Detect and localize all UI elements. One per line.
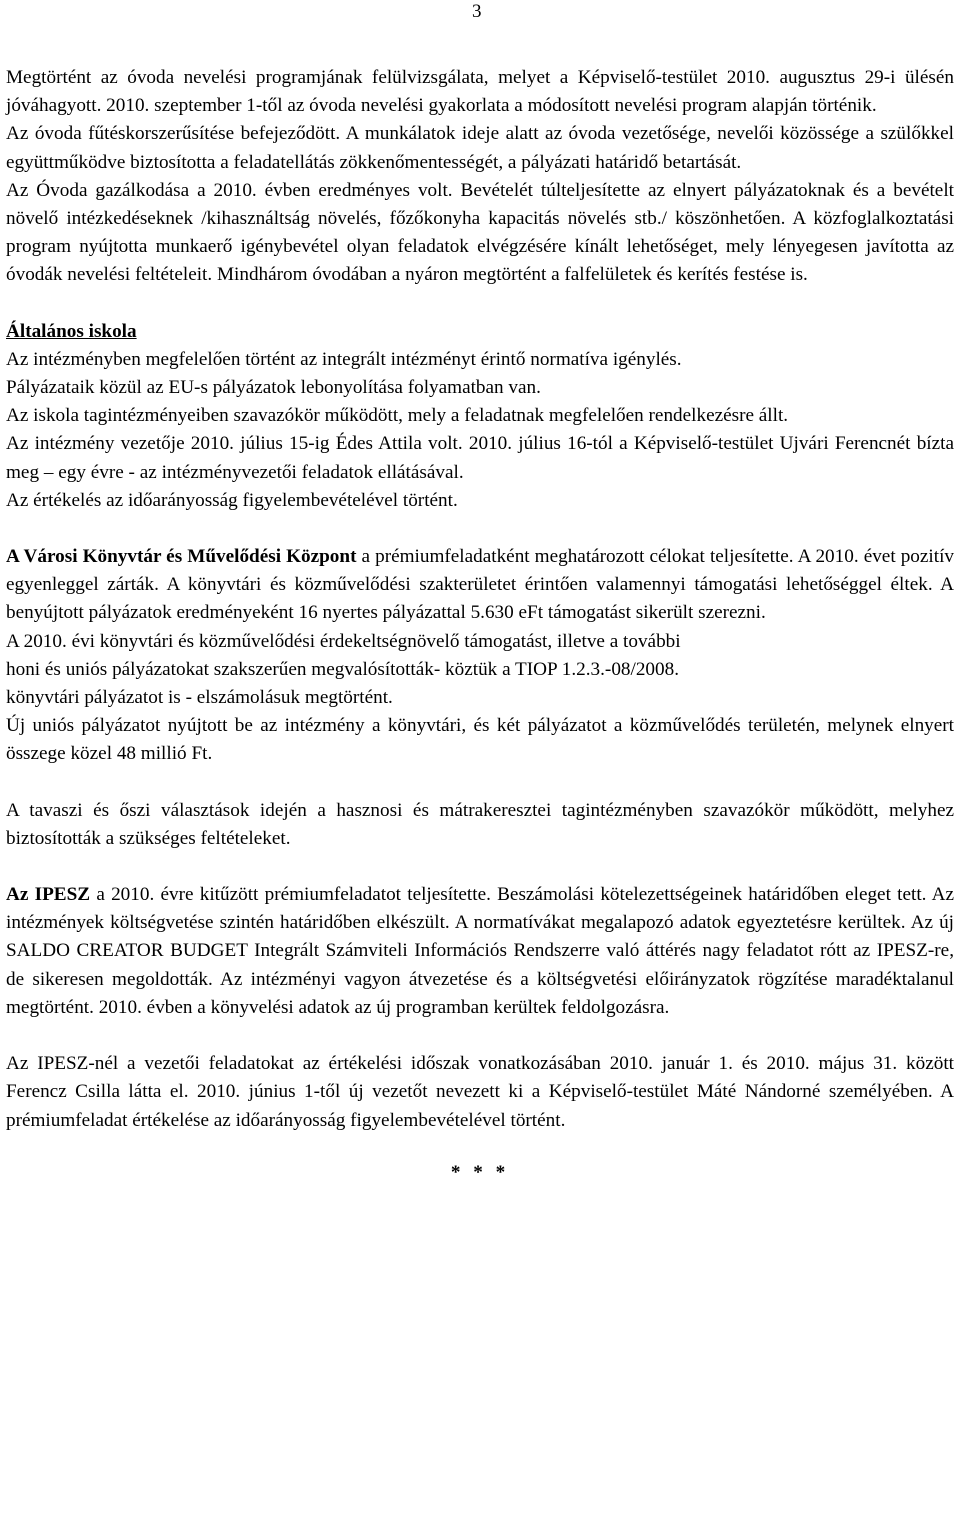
konyvtar-paragraph-1: [6, 543, 954, 628]
section-ipesz: [6, 881, 954, 1022]
ovoda-paragraph-2: [6, 120, 954, 176]
ovoda-paragraph-2-lead: Az óvoda fűtéskorszerűsítése befejeződött.: [6, 123, 341, 145]
ipesz-paragraph-2: Az IPESZ-nél a vezetői feladatokat az értékelési időszak vonatkozásában 2010. január 1. és 2010. május 31. között Ferencz Csilla látta el. 2010. június 1-től új vezetőt nevezett ki a Képviselő-testület Máté Nándorné személyében. A prémiumfeladat értékelése az időarányosság figyelembevételével történt.: [6, 1053, 954, 1131]
ovoda-paragraph-2-body: A munkálatok ideje alatt az óvoda vezetősége, nevelői közössége a szülőkkel együttműködve biztosította a feladatellátás zökkenőmentességét, a pályázati határidő betartását.: [6, 123, 954, 173]
ovoda-paragraph-3-lead: Az Óvoda gazálkodása a 2010. évben eredményes volt.: [6, 179, 453, 201]
iskola-paragraph-5: Az értékelés az időarányosság figyelembevételével történt.: [6, 489, 458, 511]
document-body: [6, 64, 954, 1187]
ovoda-paragraph-3-body: Bevételét túlteljesítette az elnyert pályázatoknak és a bevételt növelő intézkedéseknek /kihasználtság növelés, főzőkonyha kapacitás növelés stb./ köszönhetően. A közfoglalkoztatási program nyújtotta munkaerő igénybevétel olyan feladatok elvégzésére kínált lehetőséget, mely lényegesen javította az óvodák nevelési feltételeit. Mindhárom óvodában a nyáron megtörtént a falfelületek és kerítés festése is.: [6, 179, 954, 286]
iskola-paragraph-1: Az intézményben megfelelően történt az integrált intézményt érintő normatíva igénylés.: [6, 348, 682, 370]
ipesz-title: Az IPESZ: [6, 884, 91, 906]
section-iskola: [6, 318, 954, 515]
iskola-paragraph-4-text: Az intézmény vezetője 2010. július 15-ig Édes Attila volt. 2010. július 16-tól a Képviselő-testület Ujvári Ferencnét bízta meg – egy évre - az: [6, 433, 954, 483]
ovoda-paragraph-3: [6, 177, 954, 290]
section-konyvtar: [6, 543, 954, 769]
iskola-paragraph-4: [6, 430, 954, 486]
ipesz-paragraph-1-body: a 2010. évre kitűzött prémiumfeladatot teljesítette. Beszámolási kötelezettségeinek határidőben eleget tett. Az intézmények költségvetése szintén határidőben elkészült. A normatívákat megalapozó adatok egyeztetésre kerültek. Az új SALDO CREATOR BUDGET Integrált Számviteli Információs Rendszerre való áttérés nagy feladatot rótt az IPESZ-re, de sikeresen megoldották. Az intézményi vagyon átvezetése és a költségvetési előirányzatok rögzítése maradéktalanul megtörtént. 2010. évben a könyvelési adatok az új programban kerültek feldolgozásra.: [6, 884, 955, 1018]
section-ipesz-vezetes: [6, 1050, 954, 1135]
end-mark: * * *: [450, 1161, 510, 1183]
iskola-paragraph-3: Az iskola tagintézményeiben szavazókör működött, mely a feladatnak megfelelően rendelkezésre állt.: [6, 405, 789, 427]
ovoda-paragraph-1: Megtörtént az óvoda nevelési programjának felülvizsgálata, melyet a Képviselő-testület 2010. augusztus 29-i ülésén jóváhagyott. 2010. szeptember 1-től az óvoda nevelési gyakorlata a módosított nevelési program alapján történik.: [6, 67, 954, 117]
iskola-paragraph-2: Pályázataik közül az EU-s pályázatok lebonyolítása folyamatban van.: [6, 377, 541, 399]
konyvtar-title: A Városi Könyvtár és Művelődési Központ: [6, 546, 357, 568]
konyvtar-paragraph-2-line-3: könyvtári pályázatot is - elszámolásuk megtörtént.: [6, 687, 393, 709]
konyvtar-paragraph-2-line-1: A 2010. évi könyvtári és közművelődési érdekeltségnövelő támogatást, illetve a további: [6, 630, 681, 652]
section-szavazokor: [6, 797, 954, 853]
iskola-heading: Általános iskola: [6, 320, 137, 342]
konyvtar-paragraph-3: Új uniós pályázatot nyújtott be az intézmény a könyvtári, és két pályázatot a közművelődés területén, melynek elnyert összege közel 48 millió Ft.: [6, 715, 954, 765]
iskola-paragraph-4-tail: intézményvezetői feladatok ellátásával.: [161, 461, 464, 483]
ipesz-paragraph-1: [6, 881, 954, 1022]
szavazokor-paragraph: A tavaszi és őszi választások idején a hasznosi és mátrakeresztei tagintézményben szavazókör működött, melyhez biztosították a szükséges feltételeket.: [6, 799, 954, 849]
section-ovoda: [6, 64, 954, 290]
konyvtar-paragraph-2-line-2: honi és uniós pályázatokat szakszerűen megvalósították- köztük a TIOP 1.2.3.-08/2008.: [6, 658, 680, 680]
konyvtar-paragraph-1-body: a prémiumfeladatként meghatározott célokat teljesítette. A 2010. évet pozitív egyenleggel zárták. A könyvtári és közművelődési szakterületet érintően valamennyi támogatási lehetőséggel éltek. A benyújtott pályázatok eredményeként 16 nyertes pályázattal 5.630 eFt támogatást sikerült szerezni.: [6, 546, 955, 624]
page-number: 3: [472, 1, 482, 22]
